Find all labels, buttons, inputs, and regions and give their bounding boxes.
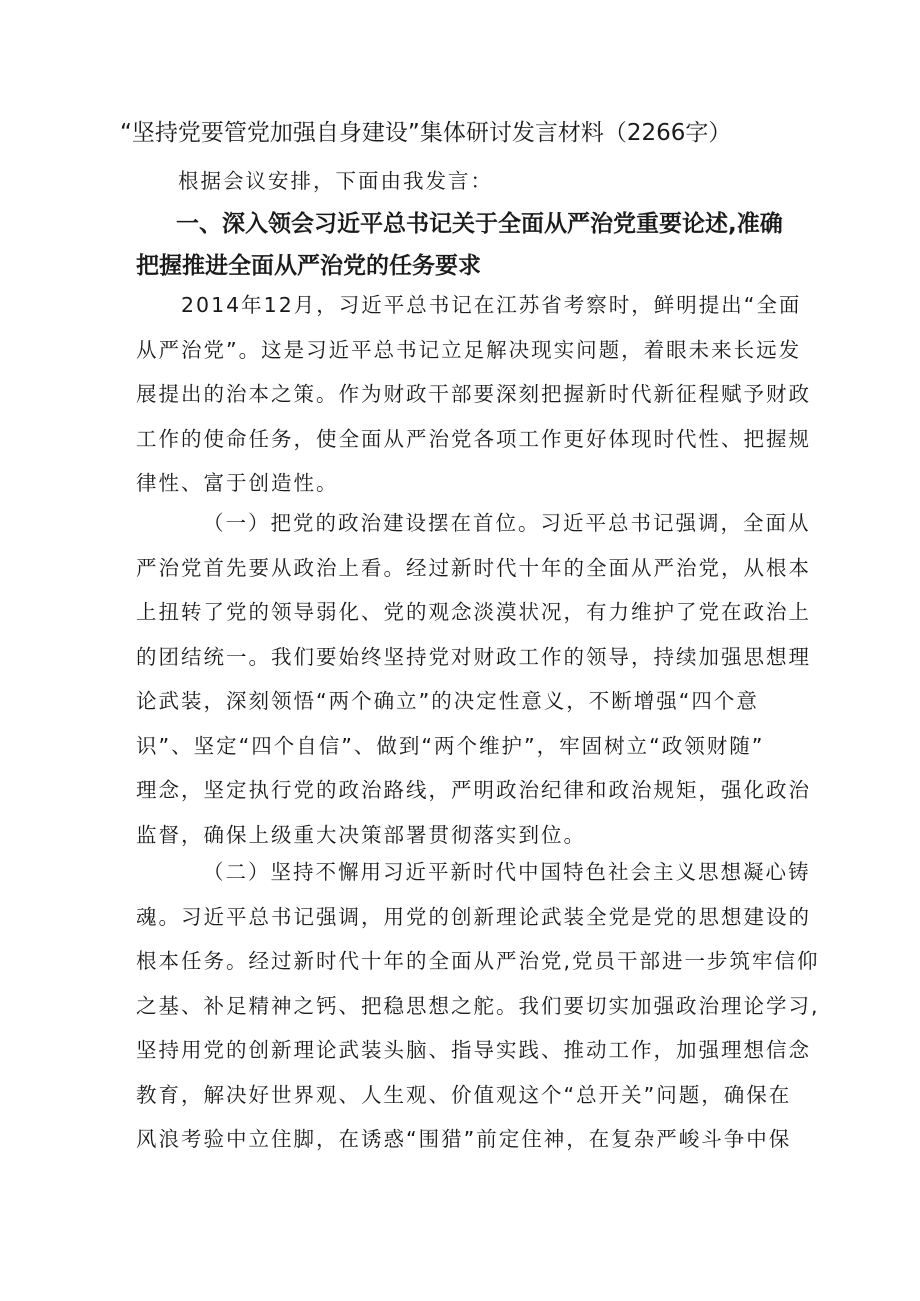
paragraph-line: 论武装，深刻领悟“两个确立”的决定性意义，不断增强“四个意 <box>136 689 759 713</box>
document-title: “坚持党要管党加强自身建设”集体研讨发言材料（2266字） <box>120 120 732 146</box>
paragraph-line: 理念，坚定执行党的政治路线，严明政治纪律和政治规矩，强化政治 <box>136 778 811 802</box>
section-heading-line: 把握推进全面从严治党的任务要求 <box>136 253 481 279</box>
paragraph-line: 工作的使命任务，使全面从严治党各项工作更好体现时代性、把握规 <box>136 426 811 451</box>
paragraph-line: 魂。习近平总书记强调，用党的创新理论武装全党是党的思想建设的 <box>136 904 811 929</box>
paragraph-line: （二）坚持不懈用习近平新时代中国特色社会主义思想凝心铸 <box>203 860 811 884</box>
paragraph-line: 风浪考验中立住脚，在诱惑“围猎”前定住神，在复杂严峻斗争中保 <box>136 1127 792 1151</box>
paragraph-line: 之基、补足精神之钙、把稳思想之舵。我们要切实加强政治理论学习, <box>136 993 820 1018</box>
paragraph-political-building <box>136 501 811 857</box>
paragraph-line: 上扭转了党的领导弱化、党的观念淡漠状况，有力维护了党在政治上 <box>136 600 811 624</box>
paragraph-line: 监督，确保上级重大决策部署贯彻落实到位。 <box>136 822 586 847</box>
paragraph-line: 2014年12月，习近平总书记在江苏省考察时，鲜明提出“全面 <box>181 293 802 317</box>
paragraph-line: 识”、坚定“四个自信”、做到“两个维护”，牢固树立“政领财随” <box>136 733 765 758</box>
paragraph-line: 严治党首先要从政治上看。经过新时代十年的全面从严治党，从根本 <box>136 555 811 580</box>
paragraph-line: 教育，解决好世界观、人生观、价值观这个“总开关”问题，确保在 <box>136 1082 792 1107</box>
paragraph-line: 根本任务。经过新时代十年的全面从严治党,党员干部进一步筑牢信仰 <box>136 949 820 973</box>
paragraph-intro <box>136 283 811 506</box>
paragraph-line: 从严治党”。这是习近平总书记立足解决现实问题，着眼未来长远发 <box>136 337 802 362</box>
paragraph-line: 坚持用党的创新理论武装头脑、指导实践、推动工作，加强理想信念 <box>136 1038 811 1062</box>
paragraph-ideology <box>136 850 820 1162</box>
section-heading <box>136 203 796 287</box>
section-heading-line: 一、深入领会习近平总书记关于全面从严治党重要论述,准确 <box>176 211 783 237</box>
greeting-text: 根据会议安排，下面由我发言： <box>178 169 493 193</box>
paragraph-line: 展提出的治本之策。作为财政干部要深刻把握新时代新征程赋予财政 <box>136 382 811 406</box>
paragraph-line: 律性、富于创造性。 <box>136 471 339 495</box>
paragraph-line: 的团结统一。我们要始终坚持党对财政工作的领导，持续加强思想理 <box>136 644 811 669</box>
paragraph-line: （一）把党的政治建设摆在首位。习近平总书记强调，全面从 <box>203 511 811 535</box>
